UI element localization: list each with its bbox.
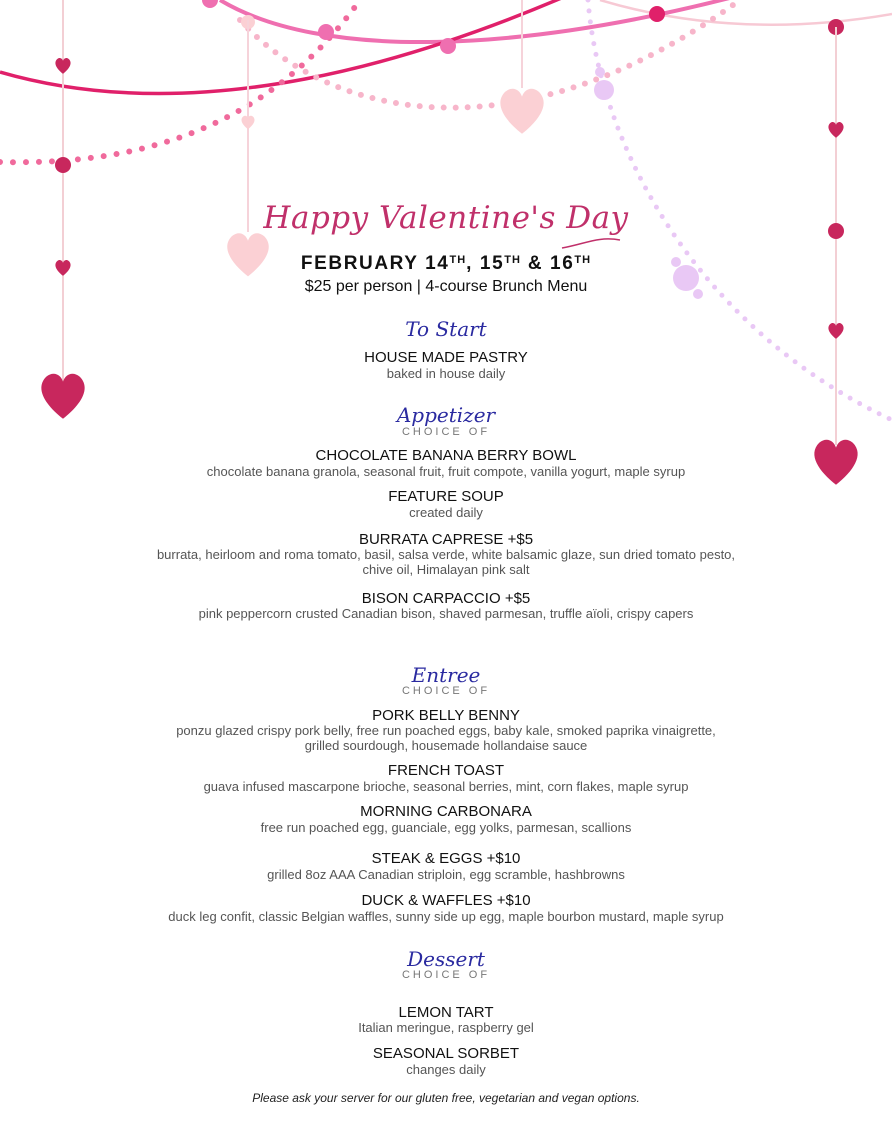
title-flourish (562, 239, 620, 248)
item-desc: chocolate banana granola, seasonal fruit, fruit compote, vanilla yogurt, maple syrup (206, 464, 686, 479)
item-desc: Italian meringue, raspberry gel (358, 1020, 534, 1035)
section-title-dessert: Dessert (407, 947, 485, 971)
item-name: PORK BELLY BENNY (372, 707, 520, 724)
item-name: LEMON TART (398, 1004, 494, 1021)
item-name: HOUSE MADE PASTRY (364, 349, 528, 366)
item-name: STEAK & EGGS +$10 (371, 850, 521, 867)
item-name: BISON CARPACCIO +$5 (361, 590, 531, 607)
item-desc: baked in house daily (386, 366, 506, 381)
section-subtitle: CHOICE OF (401, 685, 491, 697)
item-name: FEATURE SOUP (388, 488, 504, 505)
item-name: BURRATA CAPRESE +$5 (358, 531, 534, 548)
section-subtitle: CHOICE OF (401, 969, 491, 981)
garland-line (600, 0, 892, 25)
date-separator: , (466, 253, 474, 274)
bead-strand (0, 0, 360, 162)
date-ampersand: & (527, 253, 544, 274)
item-name: CHOCOLATE BANANA BERRY BOWL (315, 447, 577, 464)
item-desc: created daily (409, 505, 483, 520)
item-desc: pink peppercorn crusted Canadian bison, shaved parmesan, truffle aïoli, crispy capers (198, 606, 694, 621)
price-line: $25 per person | 4-course Brunch Menu (304, 278, 588, 295)
date-1: 14 (425, 253, 450, 274)
item-desc: duck leg confit, classic Belgian waffles, sunny side up egg, maple bourbon mustard, maple syrup (168, 909, 724, 924)
page-title: Happy Valentine's Day (263, 200, 629, 236)
date-3: 16 (550, 253, 575, 274)
section-subtitle: CHOICE OF (401, 426, 491, 438)
item-desc: ponzu glazed crispy pork belly, free run poached eggs, baby kale, smoked paprika vinaigrette, (176, 723, 716, 738)
date-2-suffix: TH (504, 254, 521, 266)
item-name: MORNING CARBONARA (360, 803, 532, 820)
event-dates (0, 253, 892, 275)
garland-line (0, 0, 580, 94)
date-2: 15 (479, 253, 505, 274)
garland-line (220, 0, 760, 42)
item-name: FRENCH TOAST (387, 762, 505, 779)
section-title-appetizer: Appetizer (396, 403, 496, 427)
item-desc: changes daily (406, 1062, 486, 1077)
section-title-entree: Entree (411, 663, 481, 687)
dietary-footnote: Please ask your server for our gluten free, vegetarian and vegan options. (252, 1091, 640, 1105)
item-desc: free run poached egg, guanciale, egg yolks, parmesan, scallions (260, 820, 632, 835)
item-desc-line2: grilled sourdough, housemade hollandaise sauce (304, 738, 588, 753)
date-1-suffix: TH (449, 254, 467, 266)
item-name: SEASONAL SORBET (372, 1045, 520, 1062)
item-desc: grilled 8oz AAA Canadian striploin, egg scramble, hashbrowns (267, 867, 625, 882)
month-label: FEBRUARY (300, 253, 419, 274)
item-name: DUCK & WAFFLES +$10 (361, 892, 531, 909)
section-title-to-start: To Start (405, 317, 487, 341)
heart-icon (500, 89, 543, 134)
item-desc: burrata, heirloom and roma tomato, basil, salsa verde, white balsamic glaze, sun dried tomato pesto, (156, 547, 736, 562)
item-desc: guava infused mascarpone brioche, seasonal berries, mint, corn flakes, maple syrup (203, 779, 689, 794)
date-3-suffix: TH (574, 254, 592, 266)
item-desc-line2: chive oil, Himalayan pink salt (362, 562, 530, 577)
